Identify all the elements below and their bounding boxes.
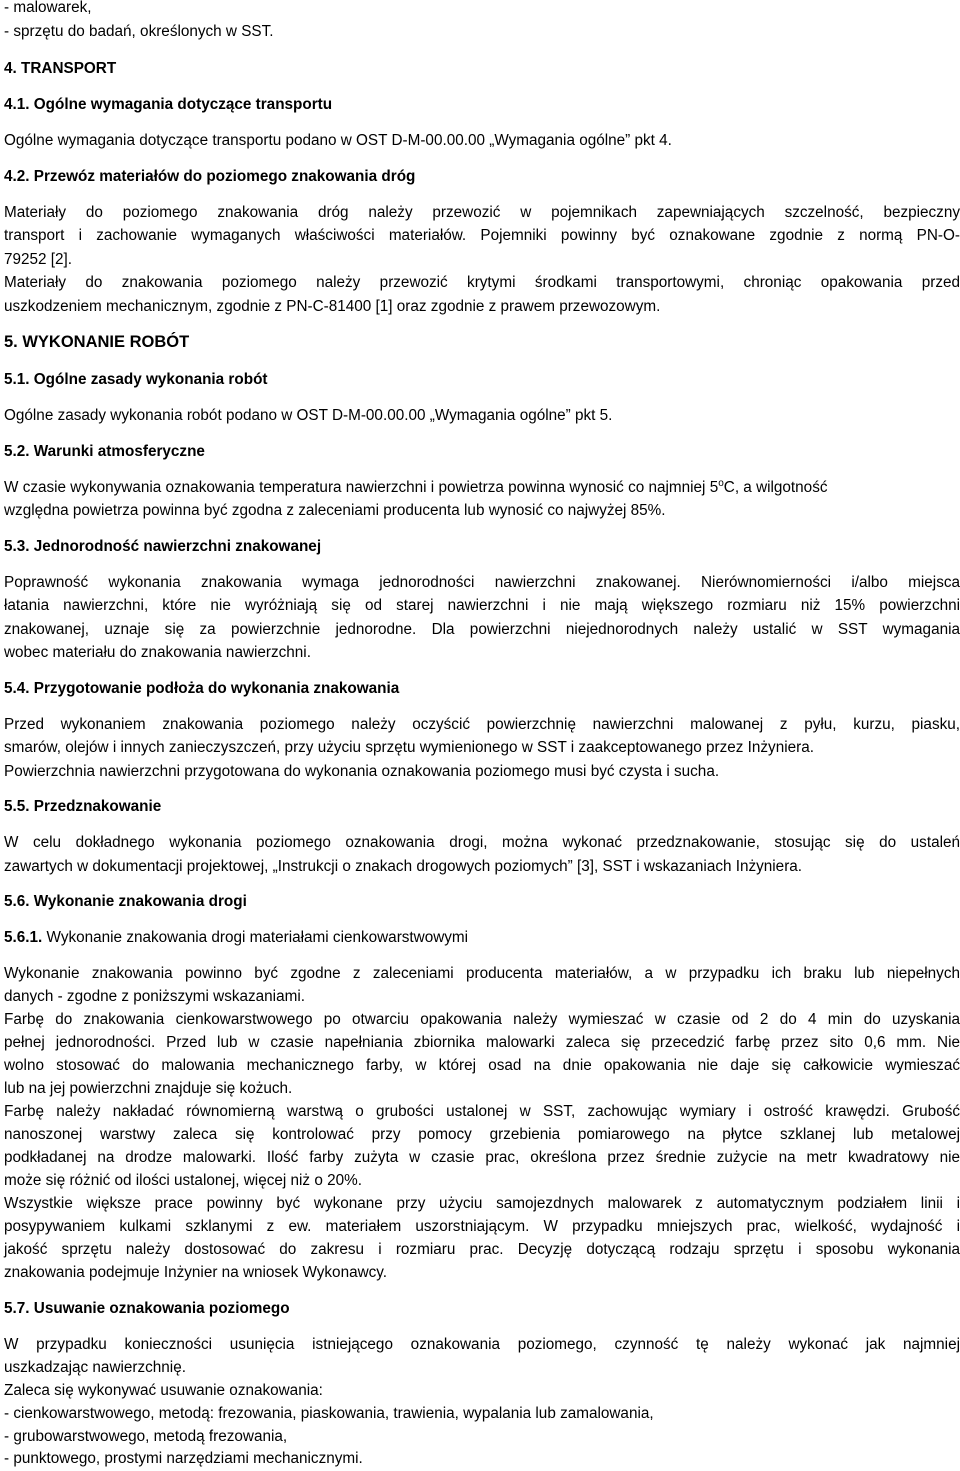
paragraph-line: Ogólne wymagania dotyczące transportu podano w OST D-M-00.00.00 „Wymagania ogólne” pkt 4.: [4, 132, 672, 149]
subsection-heading: [4, 440, 205, 464]
heading-title: Wykonanie znakowania drogi materiałami cienkowarstwowymi: [46, 929, 469, 946]
paragraph-line: może się różnić od ilości ustalonej, więcej niż o 20%.: [4, 1172, 362, 1189]
paragraph-line: jakość sprzętu należy dostosować do zakresu i rozmiaru prac. Decyzję dotyczącą rodzaju sprzętu i sposobu wykonania: [4, 1241, 960, 1258]
paragraph-line: smarów, olejów i innych zanieczyszczeń, przy użyciu sprzętu wymienionego w SST i zaakceptowanego przez Inżyniera.: [4, 739, 814, 756]
paragraph-line: zawartych w dokumentacji projektowej, „Instrukcji o znakach drogowych poziomych” [3], SST i wskazaniach Inżyniera.: [4, 858, 803, 875]
paragraph-line: 79252 [2].: [4, 251, 73, 268]
paragraph-line: Powierzchnia nawierzchni przygotowana do wykonania oznakowania poziomego musi być czysta i sucha.: [4, 763, 720, 780]
list-item: - malowarek,: [4, 0, 92, 16]
paragraph-line: znakowania podejmuje Inżynier na wniosek Wykonawcy.: [4, 1264, 388, 1281]
paragraph-line: W celu dokładnego wykonania poziomego oznakowania drogi, można wykonać przedznakowanie, stosując się do ustaleń: [4, 834, 960, 851]
subsection-heading: [4, 1297, 290, 1321]
paragraph-line: Zaleca się wykonywać usuwanie oznakowania:: [4, 1382, 323, 1399]
text-segment: C, a wilgotność: [723, 479, 828, 496]
paragraph-line: znakowanej, uznaje się za powierzchnie jednorodne. Dla powierzchni niejednorodnych należy ustalić w SST wymagania: [4, 621, 960, 638]
list-item: - cienkowarstwowego, metodą: frezowania, piaskowania, trawienia, wypalania lub zamalowania,: [4, 1405, 654, 1422]
heading-number: 5.4.: [4, 680, 30, 697]
paragraph-line: wobec materiału do znakowania nawierzchni.: [4, 644, 311, 661]
subsubsection-heading: [4, 926, 468, 950]
paragraph-line: nanoszonej warstwy zaleca się kontrolować przy pomocy grzebienia pomiarowego na płytce szklanej lub metalowej: [4, 1126, 960, 1143]
paragraph-line: pełnej jednorodności. Przed lub w czasie napełniania zbiornika malowarki zaleca się przecedzić farbę przez sito 0,6 mm. Nie: [4, 1034, 960, 1051]
subsection-heading: 5.5. Przedznakowanie: [4, 798, 162, 815]
paragraph-line: Materiały do znakowania poziomego należy przewozić krytymi środkami transportowymi, chroniąc opakowania przed: [4, 274, 960, 291]
paragraph-line: lub na jej powierzchni znajduje się kożuch.: [4, 1080, 293, 1097]
heading-title: Przygotowanie podłoża do wykonania znakowania: [33, 680, 400, 697]
heading-number: 5.2.: [4, 443, 30, 460]
subsection-heading: [4, 677, 399, 701]
list-item: - grubowarstwowego, metodą frezowania,: [4, 1428, 288, 1445]
list-item: - sprzętu do badań, określonych w SST.: [4, 23, 274, 40]
degree-superscript: o: [718, 477, 724, 489]
heading-title: Usuwanie oznakowania poziomego: [33, 1300, 290, 1317]
subsection-heading: [4, 535, 321, 559]
subsection-heading: 5.1. Ogólne zasady wykonania robót: [4, 371, 268, 388]
paragraph-line: względna powietrza powinna być zgodna z zaleceniami producenta lub wynosić co najwyżej 85%.: [4, 502, 666, 519]
paragraph-line: danych - zgodne z poniższymi wskazaniami.: [4, 988, 305, 1005]
heading-number: 5.6.1.: [4, 929, 43, 946]
section-heading: 5. WYKONANIE ROBÓT: [4, 333, 190, 351]
paragraph-line: transport i zachowanie wymaganych właściwości materiałów. Pojemniki powinny być oznakowane zgodnie z normą PN-O-: [4, 227, 960, 244]
paragraph-line: Poprawność wykonania znakowania wymaga jednorodności nawierzchni znakowanej. Nierównomierności i/albo miejsca: [4, 574, 960, 591]
paragraph-line: [4, 476, 960, 500]
section-heading: 4. TRANSPORT: [4, 60, 117, 77]
paragraph-line: Wykonanie znakowania powinno być zgodne z zaleceniami producenta materiałów, a w przypadku ich braku lub niepełnych: [4, 965, 960, 982]
paragraph-line: W przypadku konieczności usunięcia istniejącego oznakowania poziomego, czynność tę należy wykonać jak najmniej: [4, 1336, 960, 1353]
subsection-heading: 4.1. Ogólne wymagania dotyczące transportu: [4, 96, 333, 113]
paragraph-line: łatania nawierzchni, które nie wyróżniają się od starej nawierzchni i nie mają większego rozmiaru niż 15% powierzchni: [4, 597, 960, 614]
list-item: - punktowego, prostymi narzędziami mechanicznymi.: [4, 1450, 363, 1467]
paragraph-line: Ogólne zasady wykonania robót podano w OST D-M-00.00.00 „Wymagania ogólne” pkt 5.: [4, 407, 613, 424]
paragraph-line: Przed wykonaniem znakowania poziomego należy oczyścić powierzchnię nawierzchni malowanej z pyłu, kurzu, piasku,: [4, 716, 960, 733]
heading-number: 5.7.: [4, 1300, 30, 1317]
paragraph-line: posypywaniem kulkami szklanymi z ew. materiałem uszorstniającym. W przypadku mniejszych prac, wielkość, wydajność i: [4, 1218, 960, 1235]
heading-title: Warunki atmosferyczne: [33, 443, 205, 460]
heading-title: Jednorodność nawierzchni znakowanej: [33, 538, 322, 555]
paragraph-line: wolno stosować do malowania mechanicznego farby, w której osad na dnie opakowania nie daje się całkowicie wymieszać: [4, 1057, 960, 1074]
paragraph-line: podkładanej na drodze malowarki. Ilość farby zużyta w czasie prac, określona przez średnie zużycie na metr kwadratowy nie: [4, 1149, 960, 1166]
paragraph-line: Farbę do znakowania cienkowarstwowego po otwarciu opakowania należy wymieszać w czasie od 2 do 4 min do uzyskania: [4, 1011, 960, 1028]
heading-number: 5.3.: [4, 538, 30, 555]
subsection-heading: 4.2. Przewóz materiałów do poziomego znakowania dróg: [4, 168, 416, 185]
paragraph-line: Materiały do poziomego znakowania dróg należy przewozić w pojemnikach zapewniających szczelność, bezpieczny: [4, 204, 960, 221]
subsection-heading: 5.6. Wykonanie znakowania drogi: [4, 893, 247, 910]
paragraph-line: Farbę należy nakładać równomierną warstwą o grubości ustalonej w SST, zachowując wymiary i ostrość krawędzi. Grubość: [4, 1103, 960, 1120]
paragraph-line: uszkadzając nawierzchnię.: [4, 1359, 186, 1376]
paragraph-line: Wszystkie większe prace powinny być wykonane przy użyciu samojezdnych malowarek z automatycznym podziałem linii i: [4, 1195, 960, 1212]
text-segment: W czasie wykonywania oznakowania temperatura nawierzchni i powietrza powinna wynosić co najmniej 5: [4, 479, 719, 496]
paragraph-line: uszkodzeniem mechanicznym, zgodnie z PN-C-81400 [1] oraz zgodnie z prawem przewozowym.: [4, 298, 661, 315]
